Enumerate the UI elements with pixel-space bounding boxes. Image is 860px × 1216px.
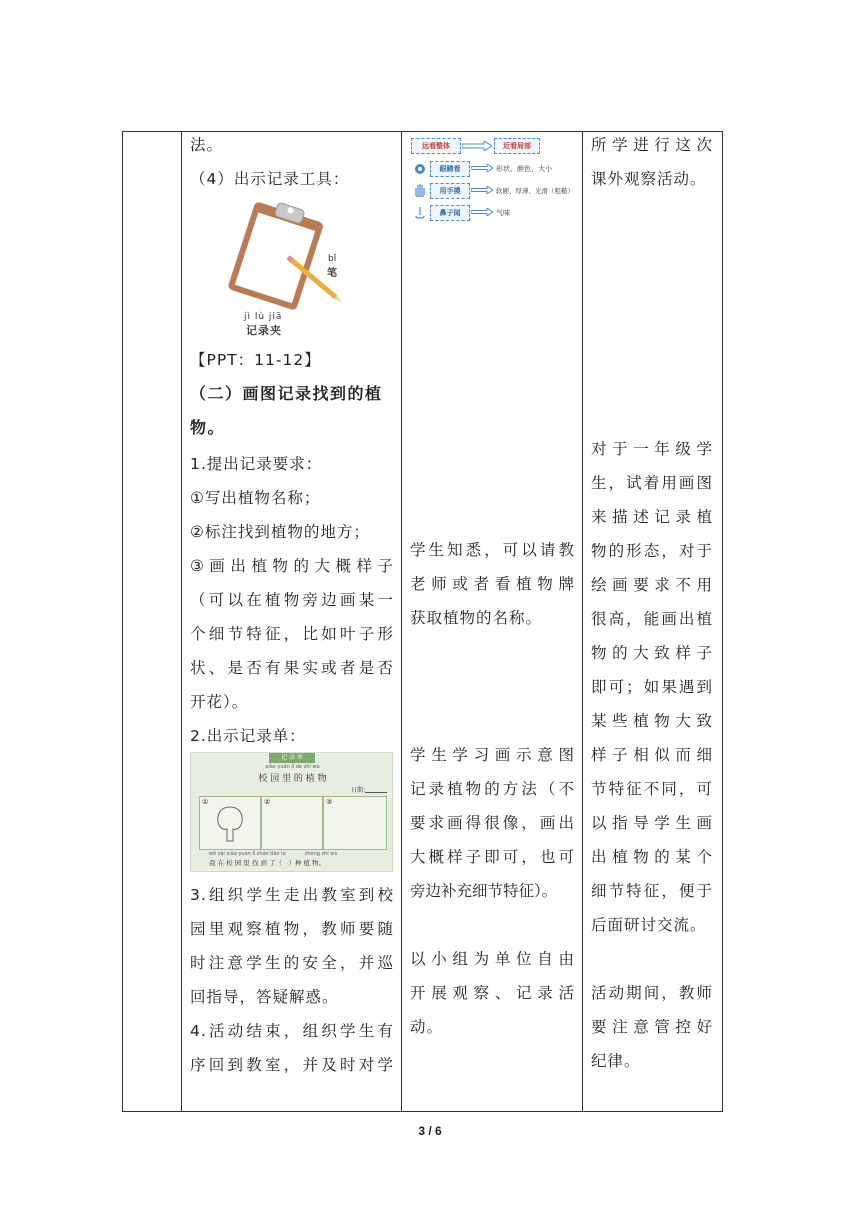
text-line: 法。: [190, 136, 224, 154]
pen-label: 笔: [327, 268, 337, 279]
step-3-line: 回指导，答疑解惑。: [190, 988, 339, 1006]
diagram-box: 远看整体: [411, 138, 461, 154]
student-line: 开展观察、记录活: [410, 984, 575, 1002]
note-line: 节特征不同，可: [591, 780, 713, 798]
diagram-box: 用手摸: [430, 183, 470, 199]
note-line: 以指导学生画: [591, 814, 713, 832]
sheet-cell: [261, 796, 323, 850]
note-line: 对于一年级学: [591, 440, 713, 458]
sheet-cell: [323, 796, 387, 850]
sheet-badge: 记 录 单: [269, 753, 315, 763]
sheet-date-line: [365, 792, 387, 793]
requirement-item: 个细节特征，比如叶子形: [190, 625, 394, 643]
step-3-line: 时注意学生的安全，并巡: [190, 954, 394, 972]
note-line: 即可；如果遇到: [591, 678, 713, 696]
sheet-date-label: 日期：: [351, 787, 370, 794]
note-line: 细节特征，便于: [591, 882, 713, 900]
diagram-text: 气味: [496, 209, 510, 217]
diagram-text: 形状、颜色、大小: [496, 165, 552, 173]
sheet-title-pinyin: xiào yuán lǐ de zhí wù: [265, 764, 320, 770]
requirement-item: ②标注找到植物的地方；: [190, 523, 370, 541]
diagram-box: 眼睛看: [430, 161, 470, 177]
sheet-title: 校 园 里 的 植 物: [258, 774, 327, 784]
page-number: 3 / 6: [418, 1124, 442, 1138]
student-line: 学生知悉，可以请教: [410, 541, 575, 559]
note-line: 很高，能画出植: [591, 610, 713, 628]
student-line: 记录植物的方法（不: [410, 780, 575, 798]
clipboard-pinyin: jì lù jiā: [244, 312, 283, 322]
note-line: 来描述记录植: [591, 508, 713, 526]
ppt-reference: 【PPT：11-12】: [190, 351, 321, 369]
note-line: 绘画要求不用: [591, 576, 713, 594]
student-line: 老师或者看植物牌: [410, 575, 575, 593]
arrow-right-icon: [462, 141, 492, 153]
observation-diagram: [410, 136, 580, 228]
sheet-footer-text: 我 在 校 园 里 找 到 了（ ）种 植 物。: [209, 859, 326, 867]
step-3-line: 园里观察植物，教师要随: [190, 920, 394, 938]
step-4-line: 4.活动结束，组织学生有: [190, 1022, 394, 1040]
section-heading: （二）画图记录找到的植: [190, 384, 383, 403]
student-line: 要求画得很像，画出: [410, 814, 575, 832]
column-divider: [181, 132, 182, 1111]
note-line: 活动期间，教师: [591, 984, 713, 1002]
requirement-item: 状、是否有果实或者是否: [190, 659, 394, 677]
note-line: 后面研讨交流。: [591, 916, 707, 934]
clipboard-label: 记录夹: [246, 324, 282, 337]
note-line: 样子相似而细: [591, 746, 713, 764]
diagram-box: 近看局部: [494, 138, 540, 154]
note-line: 要注意管控好: [591, 1018, 713, 1036]
diagram-text: 软硬、厚薄、光滑（粗糙）: [496, 187, 574, 195]
note-line: 物的大致样子: [591, 644, 713, 662]
sheet-cell-number: ③: [326, 798, 333, 806]
tree-sketch-icon: [200, 797, 260, 849]
sheet-cell-number: ②: [264, 798, 271, 806]
sheet-footer-pinyin: wǒ zài xiào yuán lǐ zhǎo dào le zhǒng zhí wù: [209, 851, 338, 857]
note-line: 某些植物大致: [591, 712, 713, 730]
nose-icon: [414, 206, 426, 221]
step-4-label: （4）出示记录工具：: [190, 170, 350, 188]
step-4-line: 序回到教室，并及时对学: [190, 1056, 394, 1074]
note-line: 出植物的某个: [591, 848, 713, 866]
student-line: 学生学习画示意图: [410, 746, 575, 764]
note-line: 物的形态，对于: [591, 542, 713, 560]
student-line: 旁边补充细节特征）。: [410, 882, 558, 900]
pen-pinyin: bǐ: [328, 254, 337, 264]
sheet-intro: 2.出示记录单：: [190, 727, 306, 745]
step-3-line: 3.组织学生走出教室到校: [190, 886, 394, 904]
student-line: 获取植物的名称。: [410, 609, 543, 627]
note-line: 课外观察活动。: [591, 170, 707, 188]
requirement-item: ①写出植物名称；: [190, 489, 321, 507]
note-line: 生，试着用画图: [591, 474, 713, 492]
note-line: 纪律。: [591, 1052, 641, 1070]
arrow-right-icon: [471, 186, 493, 196]
arrow-right-icon: [471, 164, 493, 174]
requirement-title: 1.提出记录要求：: [190, 455, 323, 473]
requirement-item: 开花）。: [190, 693, 249, 711]
requirement-item: ③画出植物的大概样子: [190, 557, 394, 575]
student-line: 大概样子即可，也可: [410, 848, 575, 866]
sheet-cell: [199, 796, 261, 850]
student-line: 以小组为单位自由: [410, 950, 575, 968]
diagram-box: 鼻子闻: [430, 205, 470, 221]
eye-icon: [414, 163, 426, 177]
student-line: 动。: [410, 1018, 444, 1036]
record-sheet: [190, 752, 393, 872]
section-heading: 物。: [190, 418, 226, 437]
sheet-cell-number: ①: [202, 798, 209, 806]
note-line: 所学进行这次: [591, 136, 713, 154]
requirement-item: （可以在植物旁边画某一: [190, 591, 394, 609]
column-divider: [582, 132, 583, 1111]
arrow-right-icon: [471, 208, 493, 218]
column-divider: [401, 132, 402, 1111]
hand-icon: [413, 183, 426, 199]
